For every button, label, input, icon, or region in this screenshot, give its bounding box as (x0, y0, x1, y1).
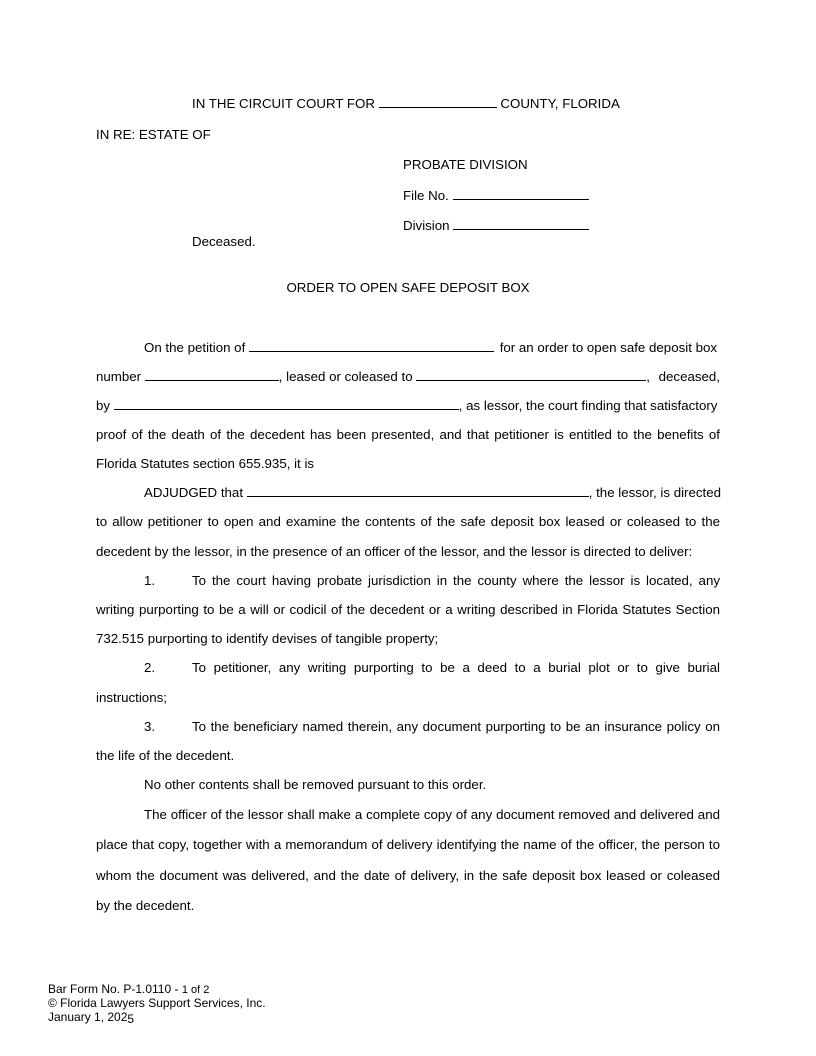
petition-line-1 (144, 340, 717, 355)
footer-date (48, 1010, 134, 1024)
adjudged-line-1 (144, 485, 721, 500)
petition-text-b: for an order to open safe deposit box (499, 340, 718, 355)
item-2-line-2: instructions; (96, 690, 167, 705)
file-no-row (403, 188, 589, 203)
officer-line-4: by the decedent. (96, 898, 195, 913)
no-other-contents: No other contents shall be removed pursuant to this order. (144, 777, 487, 792)
officer-line-2: place that copy, together with a memorandum of delivery identifying the name of the officer, the person to (96, 837, 720, 852)
decedent-blank (416, 370, 646, 381)
court-heading (192, 96, 620, 111)
item-2-line-1: To petitioner, any writing purporting to be a deed to a burial plot or to give burial (192, 660, 720, 675)
document-title: ORDER TO OPEN SAFE DEPOSIT BOX (286, 280, 530, 295)
petition-text: On the petition of (144, 340, 246, 355)
petition-line-2 (96, 369, 650, 384)
adjudged-line-2: to allow petitioner to open and examine the contents of the safe deposit box leased or coleased to the (96, 514, 720, 529)
adjudged-lessor-blank (247, 486, 589, 497)
date-last-digit: 5 (127, 1012, 135, 1026)
file-no-label: File No. (403, 188, 449, 203)
in-re-estate: IN RE: ESTATE OF (96, 127, 211, 142)
item-1-line-2: writing purporting to be a will or codicil of the decedent or a writing described in Florida Statutes Section (96, 602, 720, 617)
petitioner-blank (249, 341, 494, 352)
footer-form-no (48, 982, 209, 997)
item-2-number: 2. (144, 660, 156, 675)
leased-text: , leased or coleased to (278, 369, 413, 384)
lessor-text: , as lessor, the court finding that satisfactory (458, 398, 718, 413)
item-3-line-2: the life of the decedent. (96, 748, 235, 763)
date-main: January 1, 202 (48, 1010, 128, 1024)
footer-copyright: © Florida Lawyers Support Services, Inc. (48, 996, 266, 1010)
item-3-line-1: To the beneficiary named therein, any document purporting to be an insurance policy on (192, 719, 720, 734)
court-suffix: COUNTY, FLORIDA (500, 96, 620, 111)
number-label: number (96, 369, 142, 384)
form-number: Bar Form No. P-1.0110 - (48, 982, 179, 996)
petition-line-4: proof of the death of the decedent has been presented, and that petitioner is entitled to the benefits of (96, 427, 720, 442)
page-number: 1 of 2 (181, 984, 210, 996)
petition-line-3 (96, 398, 717, 413)
officer-line-1: The officer of the lessor shall make a complete copy of any document removed and delivered and (144, 807, 720, 822)
petition-line-5: Florida Statutes section 655.935, it is (96, 456, 315, 471)
division-blank (453, 219, 589, 230)
court-prefix: IN THE CIRCUIT COURT FOR (192, 96, 375, 111)
adjudged-text-b: , the lessor, is directed (588, 485, 722, 500)
file-no-blank (453, 189, 589, 200)
county-blank (379, 97, 497, 108)
item-1-line-3: 732.515 purporting to identify devises of tangible property; (96, 631, 439, 646)
officer-line-3: whom the document was delivered, and the date of delivery, in the safe deposit box leased or coleased (96, 868, 720, 883)
division-label: Division (403, 218, 450, 233)
adjudged-line-3: decedent by the lessor, in the presence of an officer of the lessor, and the lessor is directed to deliver: (96, 544, 693, 559)
adjudged-text: ADJUDGED that (144, 485, 244, 500)
comma: , (646, 369, 650, 384)
deceased-label: Deceased. (192, 234, 256, 249)
division-row (403, 218, 589, 233)
by-label: by (96, 398, 111, 413)
deceased-word: deceased, (658, 369, 720, 384)
probate-division: PROBATE DIVISION (403, 157, 528, 172)
item-1-line-1: To the court having probate jurisdiction in the county where the lessor is located, any (192, 573, 720, 588)
lessor-blank (114, 399, 459, 410)
item-1-number: 1. (144, 573, 156, 588)
item-3-number: 3. (144, 719, 156, 734)
box-number-blank (145, 370, 279, 381)
